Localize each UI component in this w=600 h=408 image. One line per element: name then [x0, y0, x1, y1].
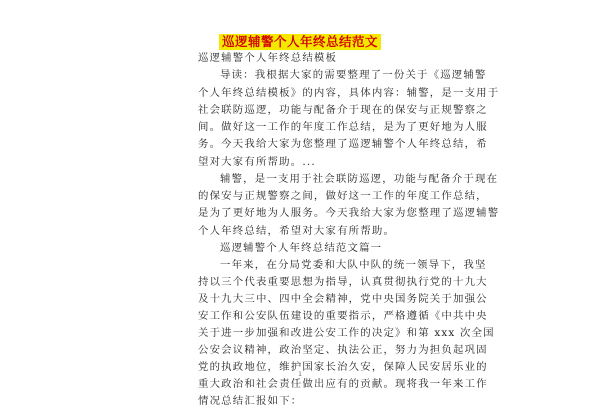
body-line: 情况总结汇报如下：: [198, 395, 303, 407]
body-line: 重大政治和社会责任做出应有的贡献。现将我一年来工作: [198, 378, 488, 390]
subtitle: 巡逻辅警个人年终总结模板: [198, 52, 338, 64]
body-line: 社会联防巡逻，功能与配备介于现在的保安与正规警察之: [198, 104, 488, 116]
body-line: 间。做好这一工作的年度工作总结，是为了更好地为人服: [198, 121, 488, 133]
title-container: [0, 31, 600, 50]
body-line: 公安会议精神，政治坚定、执法公正，努力为担负起巩固: [198, 344, 488, 356]
body-line: 务。今天我给大家为您整理了巡逻辅警个人年终总结，希: [198, 138, 488, 150]
section-heading: 巡逻辅警个人年终总结范文篇一: [220, 242, 383, 254]
body-line: 的保安与正规警察之间，做好这一工作的年度工作总结，: [198, 190, 488, 202]
body-line: 安工作和公安队伍建设的重要指示，严格遵循《中共中央: [198, 310, 488, 322]
body-line: 关于进一步加强和改进公安工作的决定》和第 xxx 次全国: [198, 327, 495, 339]
body-line: 个人年终总结模板》的内容，具体内容：辅警，是一支用于: [198, 87, 500, 99]
document-title: 巡逻辅警个人年终总结范文: [219, 34, 381, 50]
body-line: 党的执政地位，维护国家长治久安，保障人民安居乐业的: [198, 361, 488, 373]
body-line: 导读：我根据大家的需要整理了一份关于《巡逻辅警: [220, 69, 487, 81]
body-line: 及十九大三中、四中全会精神，党中央国务院关于加强公: [198, 293, 488, 305]
body-line: 望对大家有所帮助。...: [198, 156, 316, 168]
body-line: 辅警，是一支用于社会联防巡逻，功能与配备介于现在: [220, 173, 499, 185]
body-line: 个人年终总结，希望对大家有所帮助。: [198, 225, 396, 237]
body-line: 一年来，在分局党委和大队中队的统一领导下，我坚: [220, 259, 487, 271]
page-number: 1: [298, 371, 302, 378]
body-line: 是为了更好地为人服务。今天我给大家为您整理了巡逻辅警: [198, 207, 500, 219]
body-line: 持以三个代表重要思想为指导，认真贯彻执行党的十九大: [198, 276, 488, 288]
